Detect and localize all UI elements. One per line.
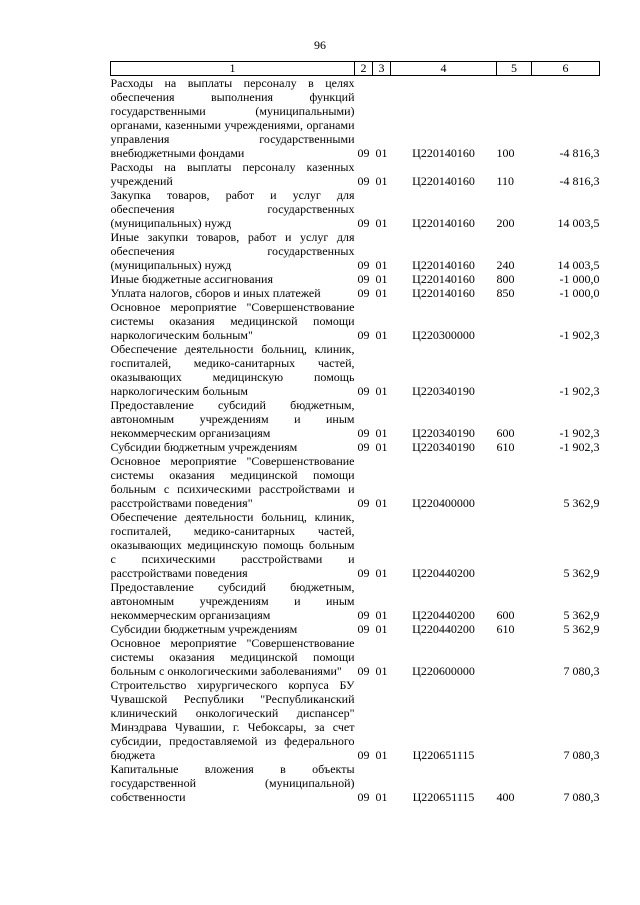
table-row: [111, 678, 600, 762]
row-name-cell: Основное мероприятие "Совершенствование системы оказания медицинской помощи наркологическим больным": [110, 300, 355, 342]
row-amount-cell: 5 362,9: [563, 566, 600, 580]
row-amount-cell: -1 902,3: [559, 384, 600, 398]
row-subsection-cell: 01: [375, 384, 388, 398]
row-section-cell: 09: [357, 384, 370, 398]
column-header-expense-type: 5: [497, 62, 532, 76]
row-name-cell: Иные бюджетные ассигнования: [110, 272, 273, 286]
budget-table: [110, 61, 600, 804]
row-target-article-cell: Ц220300000: [412, 328, 475, 342]
row-expense-type-cell: 610: [496, 440, 515, 454]
row-expense-type-cell: 240: [496, 258, 515, 272]
row-target-article-cell: Ц220140160: [412, 272, 475, 286]
row-amount-cell: 7 080,3: [563, 790, 600, 804]
row-amount-cell: 14 003,5: [557, 258, 600, 272]
row-section-cell: 09: [357, 496, 370, 510]
table-row: [111, 762, 600, 804]
column-header-target-article: 4: [391, 62, 497, 76]
row-target-article-cell: Ц220140160: [412, 258, 475, 272]
row-name-cell: Закупка товаров, работ и услуг для обеспечения государственных (муниципальных) нужд: [110, 188, 355, 230]
row-subsection-cell: 01: [375, 216, 388, 230]
row-amount-cell: -4 816,3: [559, 174, 600, 188]
row-amount-cell: -1 902,3: [559, 440, 600, 454]
row-expense-type-cell: 400: [496, 790, 515, 804]
row-name-cell: Строительство хирургического корпуса БУ Чувашской Республики "Республиканский клинический онкологический диспансер" Минздрава Чувашии, г. Чебоксары, за счет субсидии, предоставляемой из федерального бюджета: [110, 678, 355, 762]
column-header-subsection: 3: [373, 62, 391, 76]
row-target-article-cell: Ц220651115: [412, 748, 475, 762]
row-amount-cell: -1 000,0: [559, 286, 600, 300]
row-name-cell: Субсидии бюджетным учреждениям: [110, 440, 298, 454]
row-target-article-cell: Ц220440200: [412, 566, 475, 580]
row-amount-cell: 14 003,5: [557, 216, 600, 230]
row-section-cell: 09: [357, 440, 370, 454]
row-section-cell: 09: [357, 608, 370, 622]
table-row: [111, 510, 600, 580]
row-subsection-cell: 01: [375, 328, 388, 342]
row-section-cell: 09: [357, 146, 370, 160]
row-name-cell: Расходы на выплаты персоналу казенных учреждений: [110, 160, 355, 188]
row-expense-type-cell: 850: [496, 286, 515, 300]
row-subsection-cell: 01: [375, 426, 388, 440]
table-row: [111, 272, 600, 286]
row-subsection-cell: 01: [375, 608, 388, 622]
table-row: [111, 440, 600, 454]
row-section-cell: 09: [357, 664, 370, 678]
table-row: [111, 230, 600, 272]
row-amount-cell: -1 000,0: [559, 272, 600, 286]
table-row: [111, 300, 600, 342]
row-target-article-cell: Ц220140160: [412, 286, 475, 300]
table-row: [111, 286, 600, 300]
row-target-article-cell: Ц220440200: [412, 622, 475, 636]
row-expense-type-cell: [497, 636, 532, 678]
row-name-cell: Уплата налогов, сборов и иных платежей: [110, 286, 321, 300]
row-name-cell: Предоставление субсидий бюджетным, автономным учреждениям и иным некоммерческим организациям: [110, 580, 355, 622]
row-section-cell: 09: [357, 566, 370, 580]
row-section-cell: 09: [357, 622, 370, 636]
row-section-cell: 09: [357, 216, 370, 230]
row-subsection-cell: 01: [375, 622, 388, 636]
row-target-article-cell: Ц220140160: [412, 216, 475, 230]
row-expense-type-cell: [497, 454, 532, 510]
table-row: [111, 76, 600, 161]
row-name-cell: Обеспечение деятельности больниц, клиник, госпиталей, медико-санитарных частей, оказывающих медицинскую помощь наркологическим больным: [110, 342, 355, 398]
table-row: [111, 454, 600, 510]
row-section-cell: 09: [357, 272, 370, 286]
row-subsection-cell: 01: [375, 174, 388, 188]
page-number: 96: [314, 38, 326, 52]
table-row: [111, 622, 600, 636]
row-expense-type-cell: 600: [496, 608, 515, 622]
row-target-article-cell: Ц220340190: [412, 426, 475, 440]
row-target-article-cell: Ц220600000: [412, 664, 475, 678]
row-expense-type-cell: 100: [496, 146, 515, 160]
row-subsection-cell: 01: [375, 440, 388, 454]
row-amount-cell: -4 816,3: [559, 146, 600, 160]
row-section-cell: 09: [357, 790, 370, 804]
row-target-article-cell: Ц220340190: [412, 384, 475, 398]
row-amount-cell: 7 080,3: [563, 664, 600, 678]
row-name-cell: Основное мероприятие "Совершенствование системы оказания медицинской помощи больным с психическими расстройствами и расстройствами поведения": [110, 454, 355, 510]
table-header-row: [111, 62, 600, 76]
row-name-cell: Обеспечение деятельности больниц, клиник, госпиталей, медико-санитарных частей, оказывающих медицинскую помощь больным с психическими расстройствами и расстройствами поведения: [110, 510, 355, 580]
table-row: [111, 342, 600, 398]
row-amount-cell: 5 362,9: [563, 608, 600, 622]
row-expense-type-cell: 610: [496, 622, 515, 636]
row-subsection-cell: 01: [375, 664, 388, 678]
row-section-cell: 09: [357, 174, 370, 188]
row-section-cell: 09: [357, 258, 370, 272]
row-amount-cell: 7 080,3: [563, 748, 600, 762]
column-header-amount: 6: [532, 62, 600, 76]
table-row: [111, 398, 600, 440]
row-amount-cell: -1 902,3: [559, 426, 600, 440]
table-row: [111, 580, 600, 622]
row-expense-type-cell: 600: [496, 426, 515, 440]
row-expense-type-cell: 800: [496, 272, 515, 286]
row-subsection-cell: 01: [375, 566, 388, 580]
row-name-cell: Расходы на выплаты персоналу в целях обеспечения выполнения функций государственными (муниципальными) органами, казенными учреждениями, органами управления государственными внебюджетными фондами: [110, 76, 355, 160]
row-target-article-cell: Ц220340190: [412, 440, 475, 454]
row-subsection-cell: 01: [375, 286, 388, 300]
row-name-cell: Субсидии бюджетным учреждениям: [110, 622, 298, 636]
row-amount-cell: 5 362,9: [563, 622, 600, 636]
row-expense-type-cell: [497, 678, 532, 762]
row-name-cell: Основное мероприятие "Совершенствование системы оказания медицинской помощи больным с онкологическими заболеваниями": [110, 636, 355, 678]
column-header-name: 1: [111, 62, 355, 76]
row-name-cell: Капитальные вложения в объекты государственной (муниципальной) собственности: [110, 762, 355, 804]
row-target-article-cell: Ц220140160: [412, 174, 475, 188]
row-name-cell: Предоставление субсидий бюджетным, автономным учреждениям и иным некоммерческим организациям: [110, 398, 355, 440]
table-row: [111, 636, 600, 678]
row-target-article-cell: Ц220140160: [412, 146, 475, 160]
row-amount-cell: 5 362,9: [563, 496, 600, 510]
row-target-article-cell: Ц220400000: [412, 496, 475, 510]
table-row: [111, 188, 600, 230]
row-section-cell: 09: [357, 286, 370, 300]
row-subsection-cell: 01: [375, 496, 388, 510]
row-subsection-cell: 01: [375, 790, 388, 804]
row-expense-type-cell: [497, 342, 532, 398]
row-target-article-cell: Ц220651115: [412, 790, 475, 804]
row-target-article-cell: Ц220440200: [412, 608, 475, 622]
column-header-section: 2: [355, 62, 373, 76]
row-section-cell: 09: [357, 426, 370, 440]
row-subsection-cell: 01: [375, 258, 388, 272]
row-expense-type-cell: [497, 300, 532, 342]
row-amount-cell: -1 902,3: [559, 328, 600, 342]
row-expense-type-cell: [497, 510, 532, 580]
row-expense-type-cell: 200: [496, 216, 515, 230]
row-section-cell: 09: [357, 748, 370, 762]
table-row: [111, 160, 600, 188]
row-subsection-cell: 01: [375, 146, 388, 160]
row-section-cell: 09: [357, 328, 370, 342]
row-subsection-cell: 01: [375, 272, 388, 286]
row-subsection-cell: 01: [375, 748, 388, 762]
row-expense-type-cell: 110: [496, 174, 515, 188]
row-name-cell: Иные закупки товаров, работ и услуг для обеспечения государственных (муниципальных) нужд: [110, 230, 355, 272]
